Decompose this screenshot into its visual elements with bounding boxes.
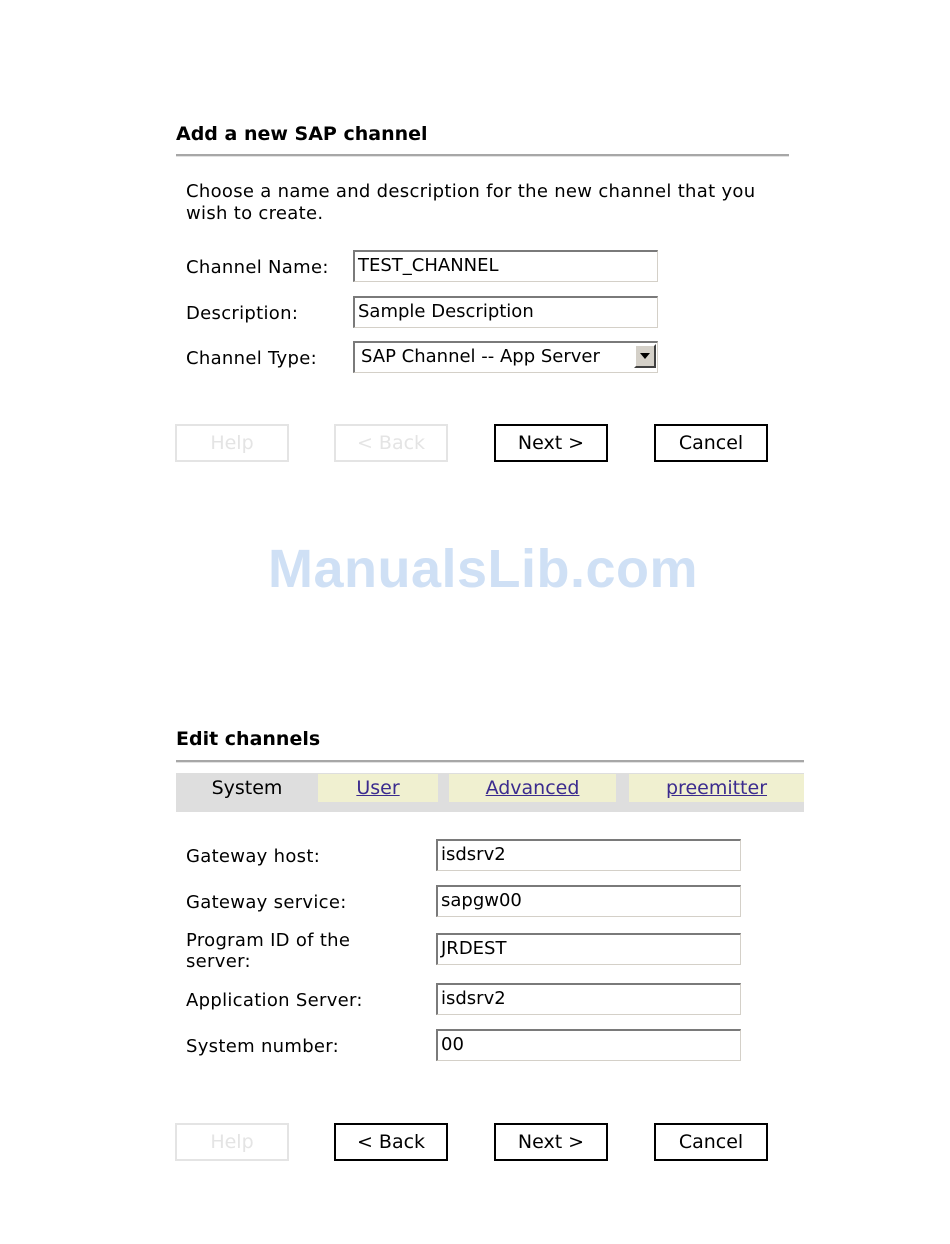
title-divider <box>176 760 804 763</box>
back-button[interactable]: < Back <box>334 424 448 462</box>
chevron-down-icon[interactable] <box>634 344 656 368</box>
next-button[interactable]: Next > <box>494 424 608 462</box>
back-button[interactable]: < Back <box>334 1123 448 1161</box>
add-channel-title: Add a new SAP channel <box>176 123 428 145</box>
channel-name-input[interactable]: TEST_CHANNEL <box>353 250 658 282</box>
help-button[interactable]: Help <box>175 424 289 462</box>
tab-preemitter[interactable] <box>629 774 804 802</box>
channel-type-label: Channel Type: <box>186 348 317 369</box>
help-button[interactable]: Help <box>175 1123 289 1161</box>
tab-label: System <box>211 777 283 799</box>
system-number-label: System number: <box>186 1036 340 1057</box>
description-label: Description: <box>186 303 299 324</box>
description-input[interactable]: Sample Description <box>353 296 658 328</box>
gateway-service-input[interactable]: sapgw00 <box>436 885 741 917</box>
cancel-button[interactable]: Cancel <box>654 1123 768 1161</box>
gateway-host-label: Gateway host: <box>186 846 321 867</box>
tab-advanced[interactable] <box>449 774 616 802</box>
channel-type-value: SAP Channel -- App Server <box>361 346 600 367</box>
application-server-input[interactable]: isdsrv2 <box>436 983 741 1015</box>
channel-name-label: Channel Name: <box>186 257 329 278</box>
system-number-input[interactable]: 00 <box>436 1029 741 1061</box>
cancel-button[interactable]: Cancel <box>654 424 768 462</box>
instructions-text: Choose a name and description for the new channel that you wish to create. <box>186 181 756 224</box>
tab-user[interactable] <box>318 774 438 802</box>
tab-label: Advanced <box>485 777 580 799</box>
tab-system[interactable] <box>187 773 307 803</box>
channel-type-select[interactable] <box>353 341 658 373</box>
program-id-label: Program ID of the server: <box>186 930 351 972</box>
title-divider <box>176 154 789 157</box>
next-button[interactable]: Next > <box>494 1123 608 1161</box>
application-server-label: Application Server: <box>186 990 363 1011</box>
tab-label: User <box>356 777 400 799</box>
gateway-host-input[interactable]: isdsrv2 <box>436 839 741 871</box>
watermark-text: ManualsLib.com <box>268 539 699 599</box>
edit-channels-title: Edit channels <box>176 728 321 750</box>
tab-label: preemitter <box>665 777 768 799</box>
gateway-service-label: Gateway service: <box>186 892 347 913</box>
program-id-input[interactable]: JRDEST <box>436 933 741 965</box>
